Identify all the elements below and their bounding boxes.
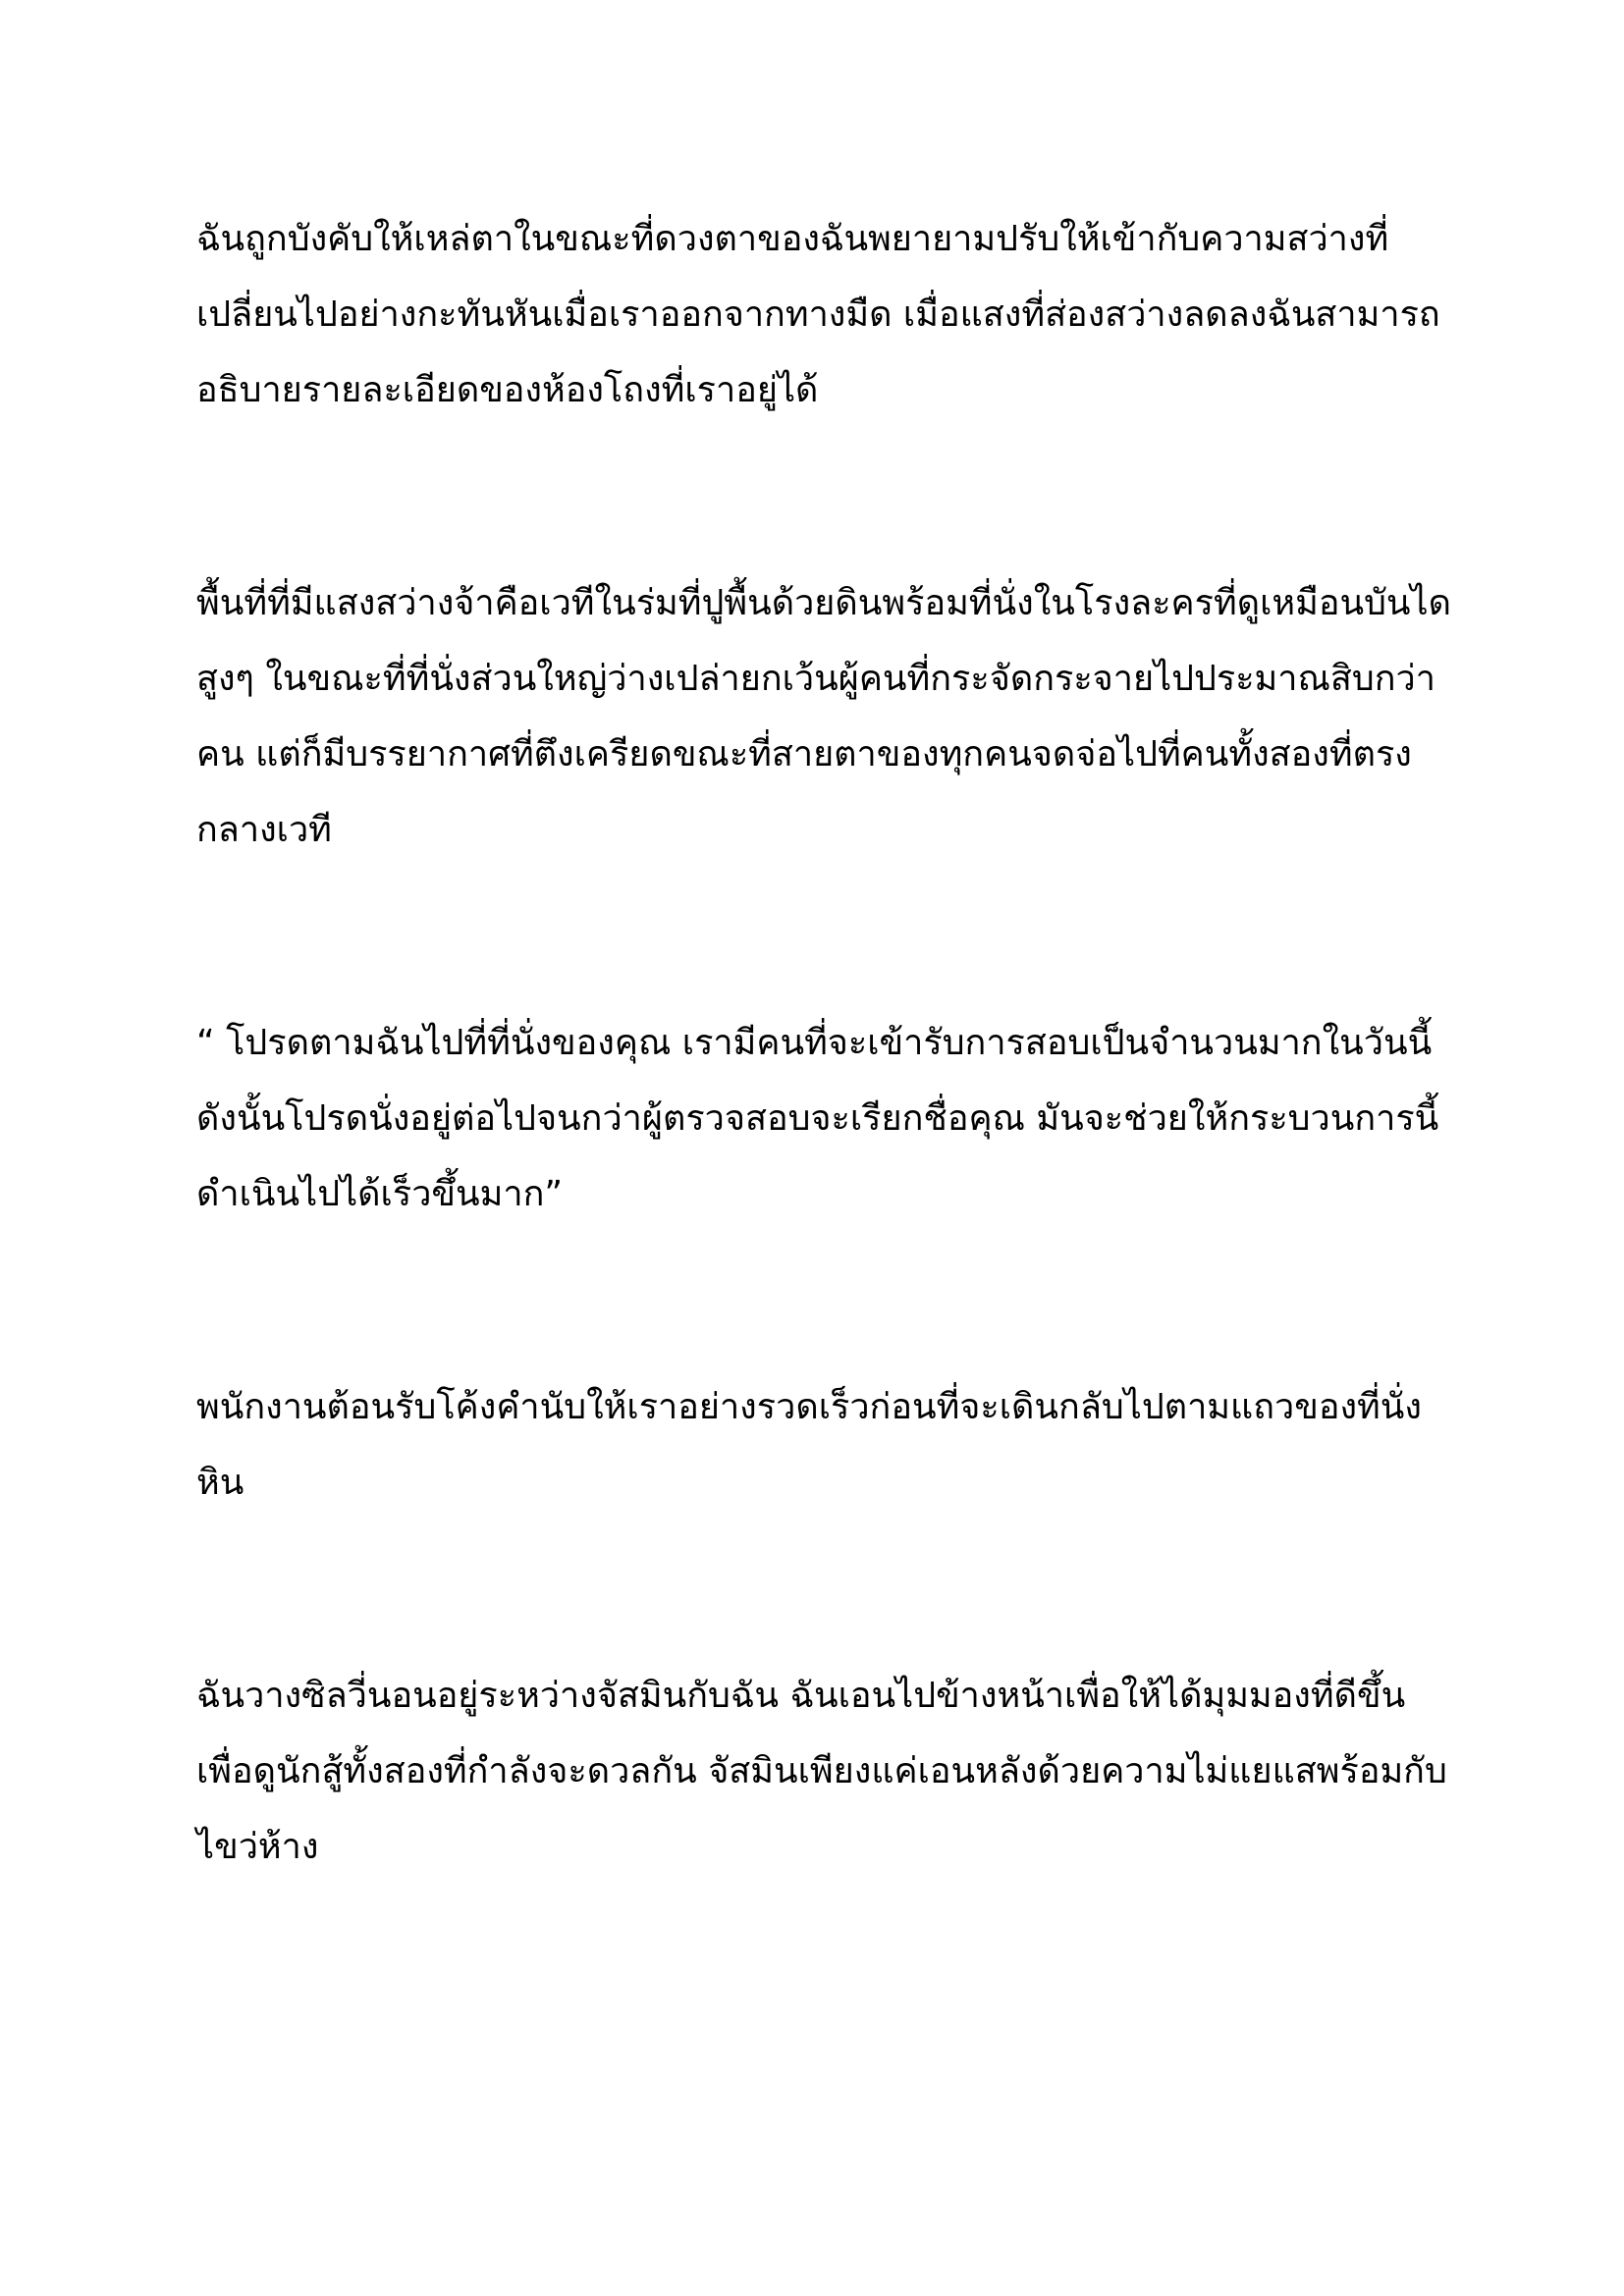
paragraph-4: พนักงานต้อนรับโค้งคำนับให้เราอย่างรวดเร็วก่อนที่จะเดินกลับไปตามแถวของที่นั่งหิน xyxy=(196,1387,1422,1503)
paragraph-3-dialogue: “ โปรดตามฉันไปที่ที่นั่งของคุณ เรามีคนที่จะเข้ารับการสอบเป็นจำนวนมากในวันนี้ ดังนั้นโปรดนั่งอยู่ต่อไปจนกว่าผู้ตรวจสอบจะเรียกชื่อคุณ มันจะช่วยให้กระบวนการนี้ดำเนินไปได้เร็วขึ้นมาก” xyxy=(196,1023,1439,1214)
paragraph-5: ฉันวางซิลวี่นอนอยู่ระหว่างจัสมินกับฉัน ฉันเอนไปข้างหน้าเพื่อให้ได้มุมมองที่ดีขึ้นเพื่อดูนักสู้ทั้งสองที่กำลังจะดวลกัน จัสมินเพียงแค่เอนหลังด้วยความไม่แยแสพร้อมกับไขว่ห้าง xyxy=(196,1676,1447,1867)
paragraph-1: ฉันถูกบังคับให้เหล่ตาในขณะที่ดวงตาของฉันพยายามปรับให้เข้ากับความสว่างที่เปลี่ยนไปอย่างกะทันหันเมื่อเราออกจากทางมืด เมื่อแสงที่ส่องสว่างลดลงฉันสามารถอธิบายรายละเอียดของห้องโถงที่เราอยู่ได้ xyxy=(196,219,1440,410)
document-body xyxy=(196,201,1453,1885)
paragraph-2: พื้นที่ที่มีแสงสว่างจ้าคือเวทีในร่มที่ปูพื้นด้วยดินพร้อมที่นั่งในโรงละครที่ดูเหมือนบันไดสูงๆ ในขณะที่ที่นั่งส่วนใหญ่ว่างเปล่ายกเว้นผู้คนที่กระจัดกระจายไปประมาณสิบกว่าคน แต่ก็มีบรรยากาศที่ตึงเครียดขณะที่สายตาของทุกคนจดจ่อไปที่คนทั้งสองที่ตรงกลางเวที xyxy=(196,583,1452,850)
